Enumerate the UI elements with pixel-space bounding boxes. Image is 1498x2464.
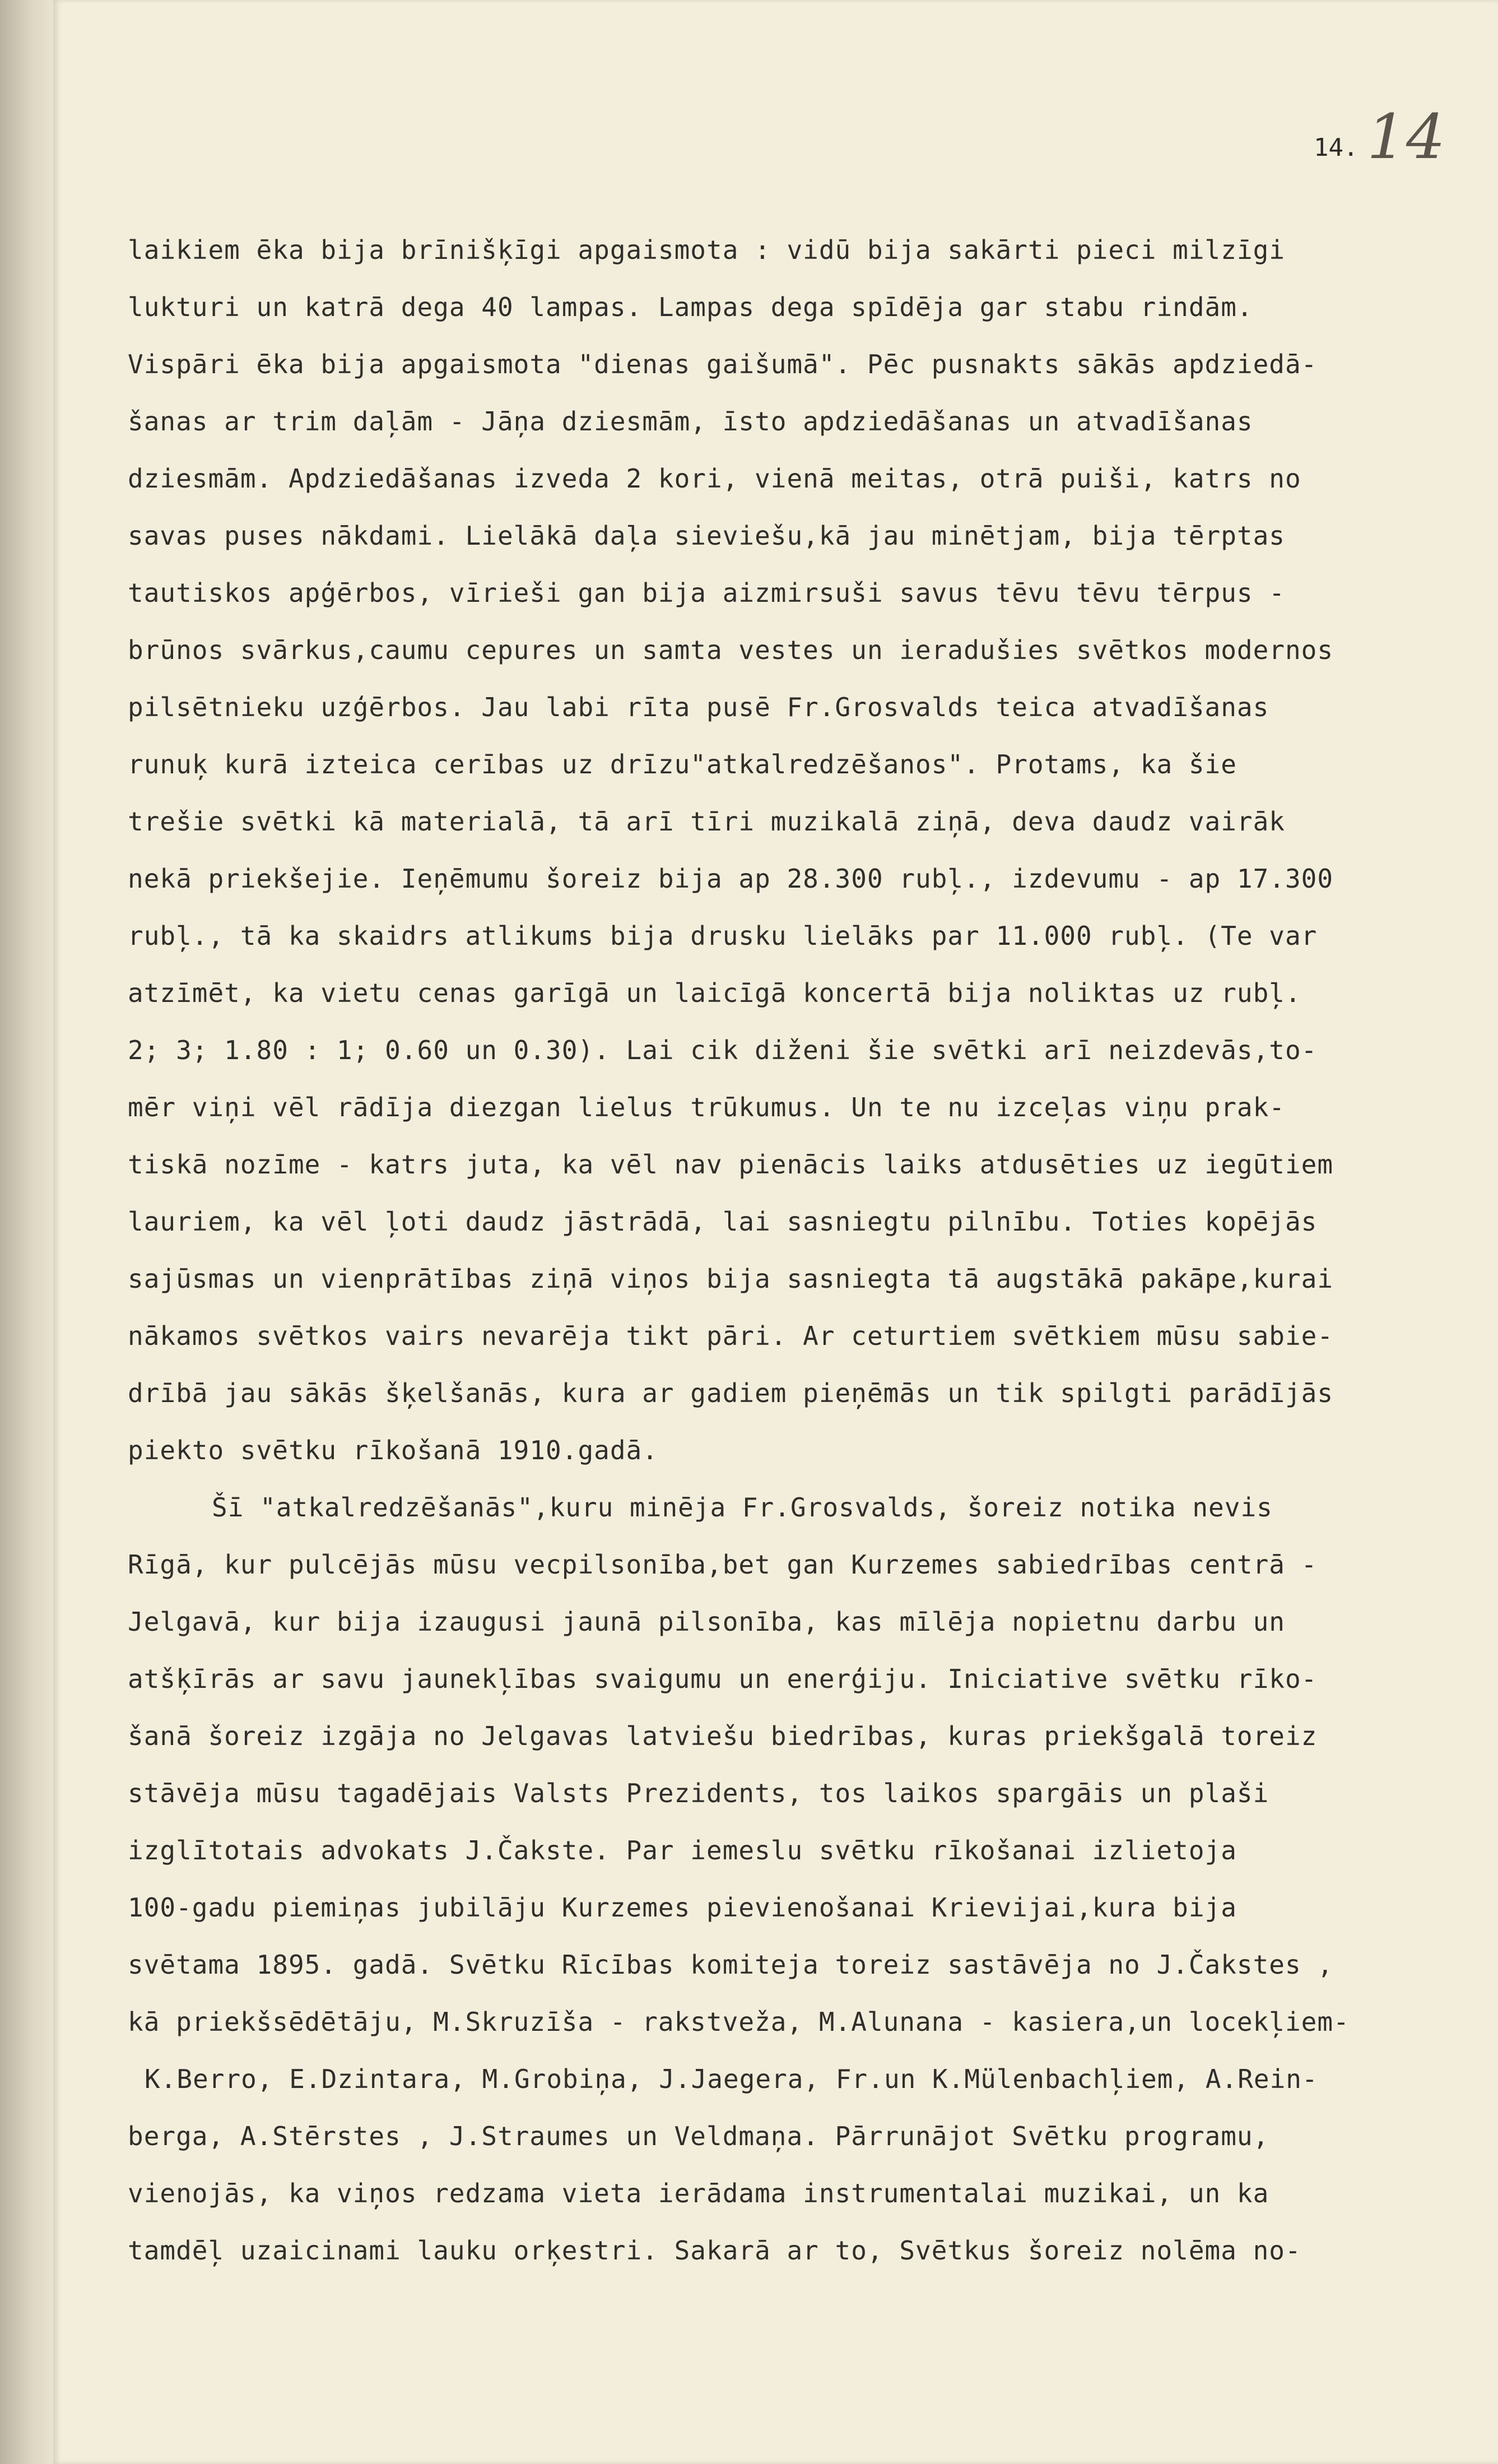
text-line: berga, A.Stērstes , J.Straumes un Veldmaņa. Pārrunājot Svētku programu, — [128, 2121, 1269, 2151]
text-line: šanas ar trim daļām - Jāņa dziesmām, īsto apdziedāšanas un atvadīšanas — [128, 406, 1253, 437]
text-line: Jelgavā, kur bija izaugusi jaunā pilsonība, kas mīlēja nopietnu darbu un — [128, 1607, 1285, 1637]
text-line: Rīgā, kur pulcējās mūsu vecpilsonība,bet gan Kurzemes sabiedrības centrā - — [128, 1549, 1318, 1580]
text-line: šanā šoreiz izgāja no Jelgavas latviešu biedrības, kuras priekšgalā toreiz — [128, 1721, 1318, 1751]
page-number: 14. — [1314, 133, 1359, 162]
text-line: izglītotais advokats J.Čakste. Par iemeslu svētku rīkošanai izlietoja — [128, 1835, 1237, 1866]
text-line: 100-gadu piemiņas jubilāju Kurzemes pievienošanai Krievijai,kura bija — [128, 1892, 1237, 1923]
text-line: lauriem, ka vēl ļoti daudz jāstrādā, lai sasniegtu pilnību. Toties kopējās — [128, 1207, 1318, 1237]
text-line: stāvēja mūsu tagadējais Valsts Prezidents, tos laikos spargāis un plaši — [128, 1778, 1269, 1808]
text-line: savas puses nākdami. Lielākā daļa sieviešu,kā jau minētjam, bija tērptas — [128, 521, 1285, 551]
text-line: drībā jau sākās šķelšanās, kura ar gadiem pieņēmās un tik spilgti parādījās — [128, 1378, 1334, 1408]
body-text — [128, 221, 1416, 2279]
text-line: piekto svētku rīkošanā 1910.gadā. — [128, 1435, 658, 1465]
text-line: brūnos svārkus,caumu cepures un samta vestes un ieradušies svētkos modernos — [128, 635, 1334, 665]
text-line: tiskā nozīme - katrs juta, ka vēl nav pienācis laiks atdusēties uz iegūtiem — [128, 1149, 1334, 1180]
handwritten-page-number: 14 — [1367, 101, 1445, 173]
text-line: pilsētnieku uzģērbos. Jau labi rīta pusē Fr.Grosvalds teica atvadīšanas — [128, 692, 1269, 722]
text-line: Vispāri ēka bija apgaismota "dienas gaišumā". Pēc pusnakts sākās apdziedā- — [128, 349, 1318, 379]
text-line: rubļ., tā ka skaidrs atlikums bija drusku lielāks par 11.000 rubļ. (Te var — [128, 921, 1318, 951]
text-line: mēr viņi vēl rādīja diezgan lielus trūkumus. Un te nu izceļas viņu prak- — [128, 1092, 1285, 1122]
text-line: vienojās, ka viņos redzama vieta ierādama instrumentalai muzikai, un ka — [128, 2178, 1269, 2208]
text-line: 2; 3; 1.80 : 1; 0.60 un 0.30). Lai cik diženi šie svētki arī neizdevās,to- — [128, 1035, 1318, 1065]
text-line: atšķīrās ar savu jaunekļības svaigumu un enerģiju. Iniciative svētku rīko- — [128, 1664, 1318, 1694]
text-line: trešie svētki kā materialā, tā arī tīri muzikalā ziņā, deva daudz vairāk — [128, 806, 1285, 837]
text-line: kā priekšsēdētāju, M.Skruzīša - rakstveža, M.Alunana - kasiera,un locekļiem- — [128, 2007, 1350, 2037]
text-line: K.Berro, E.Dzintara, M.Grobiņa, J.Jaegera, Fr.un K.Mülenbachļiem, A.Rein- — [145, 2064, 1318, 2094]
text-line: tautiskos apģērbos, vīrieši gan bija aizmirsuši savus tēvu tēvu tērpus - — [128, 578, 1285, 608]
paragraph-start-line: Šī "atkalredzēšanās",kuru minēja Fr.Grosvalds, šoreiz notika nevis — [212, 1492, 1273, 1523]
text-line: nākamos svētkos vairs nevarēja tikt pāri. Ar ceturtiem svētkiem mūsu sabie- — [128, 1321, 1334, 1351]
text-line: dziesmām. Apdziedāšanas izveda 2 kori, vienā meitas, otrā puiši, katrs no — [128, 463, 1301, 494]
text-line: laikiem ēka bija brīnišķīgi apgaismota : vidū bija sakārti pieci milzīgi — [128, 235, 1285, 265]
text-line: atzīmēt, ka vietu cenas garīgā un laicīgā koncertā bija noliktas uz rubļ. — [128, 978, 1301, 1008]
text-line: runuķ kurā izteica cerības uz drīzu"atkalredzēšanos". Protams, ka šie — [128, 749, 1237, 779]
text-line: nekā priekšejie. Ieņēmumu šoreiz bija ap 28.300 rubļ., izdevumu - ap 17.300 — [128, 864, 1334, 894]
text-line: tamdēļ uzaicinami lauku orķestri. Sakarā ar to, Svētkus šoreiz nolēma no- — [128, 2235, 1301, 2266]
binding-edge — [0, 0, 53, 2464]
text-line: sajūsmas un vienprātības ziņā viņos bija sasniegta tā augstākā pakāpe,kurai — [128, 1264, 1334, 1294]
text-line: lukturi un katrā dega 40 lampas. Lampas dega spīdēja gar stabu rindām. — [128, 292, 1253, 322]
text-line: svētama 1895. gadā. Svētku Rīcības komiteja toreiz sastāvēja no J.Čakstes , — [128, 1950, 1334, 1980]
